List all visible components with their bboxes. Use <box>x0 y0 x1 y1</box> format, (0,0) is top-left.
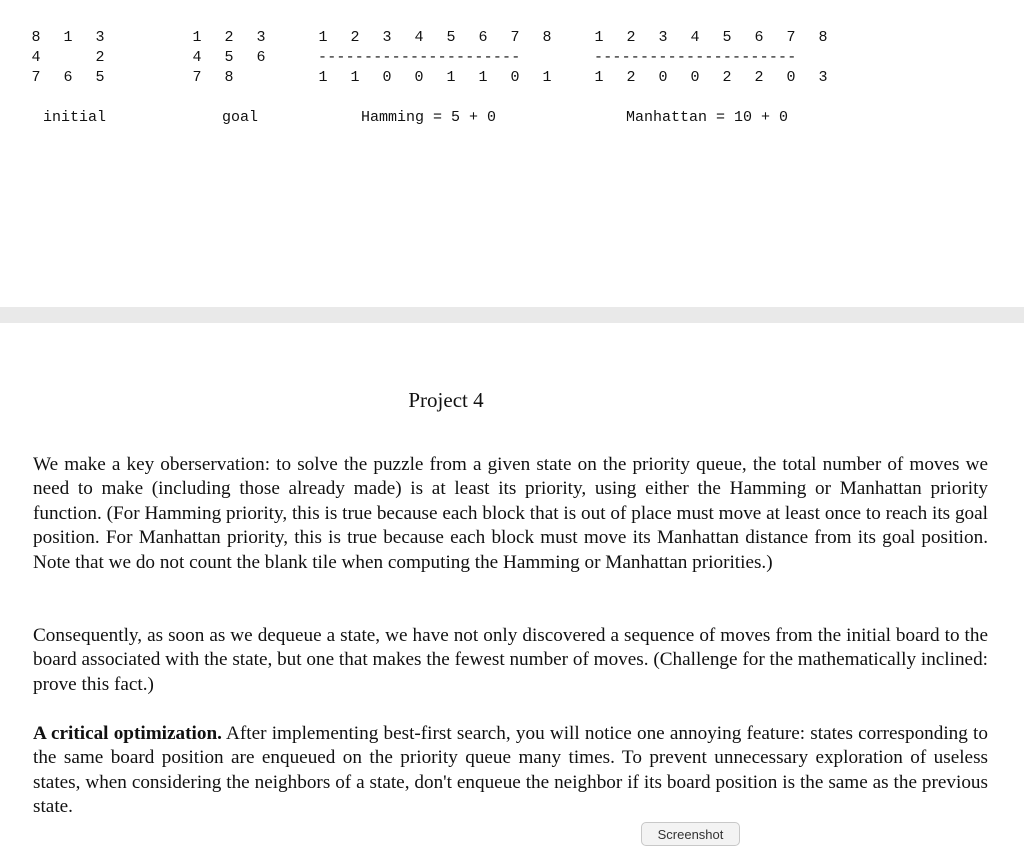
tile: 1 <box>192 29 202 46</box>
optimization-heading: A critical optimization. <box>33 723 222 744</box>
tile: 5 <box>224 49 234 66</box>
goal-caption: goal <box>222 109 259 126</box>
value-cell: 3 <box>818 69 828 86</box>
manhattan-caption: Manhattan = 10 + 0 <box>626 109 789 126</box>
tile: 6 <box>256 49 266 66</box>
tile: 8 <box>31 29 41 46</box>
value-cell: 0 <box>510 69 520 86</box>
value-cell: 2 <box>626 69 636 86</box>
header-cell: 4 <box>690 29 700 46</box>
value-cell: 0 <box>414 69 424 86</box>
tile: 3 <box>95 29 105 46</box>
page-divider <box>0 307 1024 323</box>
header-cell: 3 <box>382 29 392 46</box>
paragraph-priority-observation: We make a key oberservation: to solve the puzzle from a given state on the priority queue, the total number of moves we need to make (including those already made) is at least its priority, using either the Hamming or Manhattan priority function. (For Hamming priority, this is true because each block that is out of place must move at least once to reach its goal position. For Manhattan priority, this is true because each block must move its Manhattan distance from its goal position. Note that we do not count the blank tile when computing the Hamming or Manhattan priorities.) <box>33 454 988 573</box>
optimization-text: After implementing best-first search, you will notice one annoying feature: states corresponding to the same board position are enqueued on the priority queue many times. To prevent unnecessary exploration of useless states, when considering the neighbors of a state, don't enqueue the neighbor if its board position is the same as the previous state. <box>33 723 988 818</box>
paragraph-optimization <box>33 722 988 820</box>
tile: 4 <box>31 49 41 66</box>
value-cell: 2 <box>754 69 764 86</box>
value-cell: 1 <box>478 69 488 86</box>
value-cell: 0 <box>690 69 700 86</box>
header-cell: 6 <box>754 29 764 46</box>
tile: 2 <box>224 29 234 46</box>
header-cell: 1 <box>594 29 604 46</box>
tile: 3 <box>256 29 266 46</box>
value-cell: 1 <box>446 69 456 86</box>
value-cell: 0 <box>382 69 392 86</box>
value-cell: 2 <box>722 69 732 86</box>
header-cell: 3 <box>658 29 668 46</box>
header-cell: 1 <box>318 29 328 46</box>
header-cell: 7 <box>786 29 796 46</box>
manhattan-divider: ---------------------- <box>594 49 797 66</box>
value-cell: 0 <box>786 69 796 86</box>
header-cell: 2 <box>626 29 636 46</box>
value-cell: 1 <box>542 69 552 86</box>
header-cell: 7 <box>510 29 520 46</box>
header-cell: 4 <box>414 29 424 46</box>
paragraph-consequently: Consequently, as soon as we dequeue a state, we have not only discovered a sequence of moves from the initial board to the board associated with the state, but one that makes the fewest number of moves. (Challenge for the mathematically inclined: prove this fact.) <box>33 625 988 695</box>
header-cell: 6 <box>478 29 488 46</box>
screenshot-button[interactable]: Screenshot <box>641 822 740 846</box>
page-title: Project 4 <box>408 388 484 412</box>
hamming-divider: ---------------------- <box>318 49 521 66</box>
tile: 6 <box>63 69 73 86</box>
value-cell: 1 <box>350 69 360 86</box>
header-cell: 8 <box>818 29 828 46</box>
tile: 1 <box>63 29 73 46</box>
tile: 4 <box>192 49 202 66</box>
header-cell: 5 <box>446 29 456 46</box>
tile: 7 <box>192 69 202 86</box>
tile: 5 <box>95 69 105 86</box>
header-cell: 8 <box>542 29 552 46</box>
header-cell: 5 <box>722 29 732 46</box>
hamming-caption: Hamming = 5 + 0 <box>361 109 497 126</box>
tile: 2 <box>95 49 105 66</box>
tile: 7 <box>31 69 41 86</box>
value-cell: 1 <box>594 69 604 86</box>
header-cell: 2 <box>350 29 360 46</box>
value-cell: 1 <box>318 69 328 86</box>
initial-caption: initial <box>43 109 107 126</box>
value-cell: 0 <box>658 69 668 86</box>
tile: 8 <box>224 69 234 86</box>
